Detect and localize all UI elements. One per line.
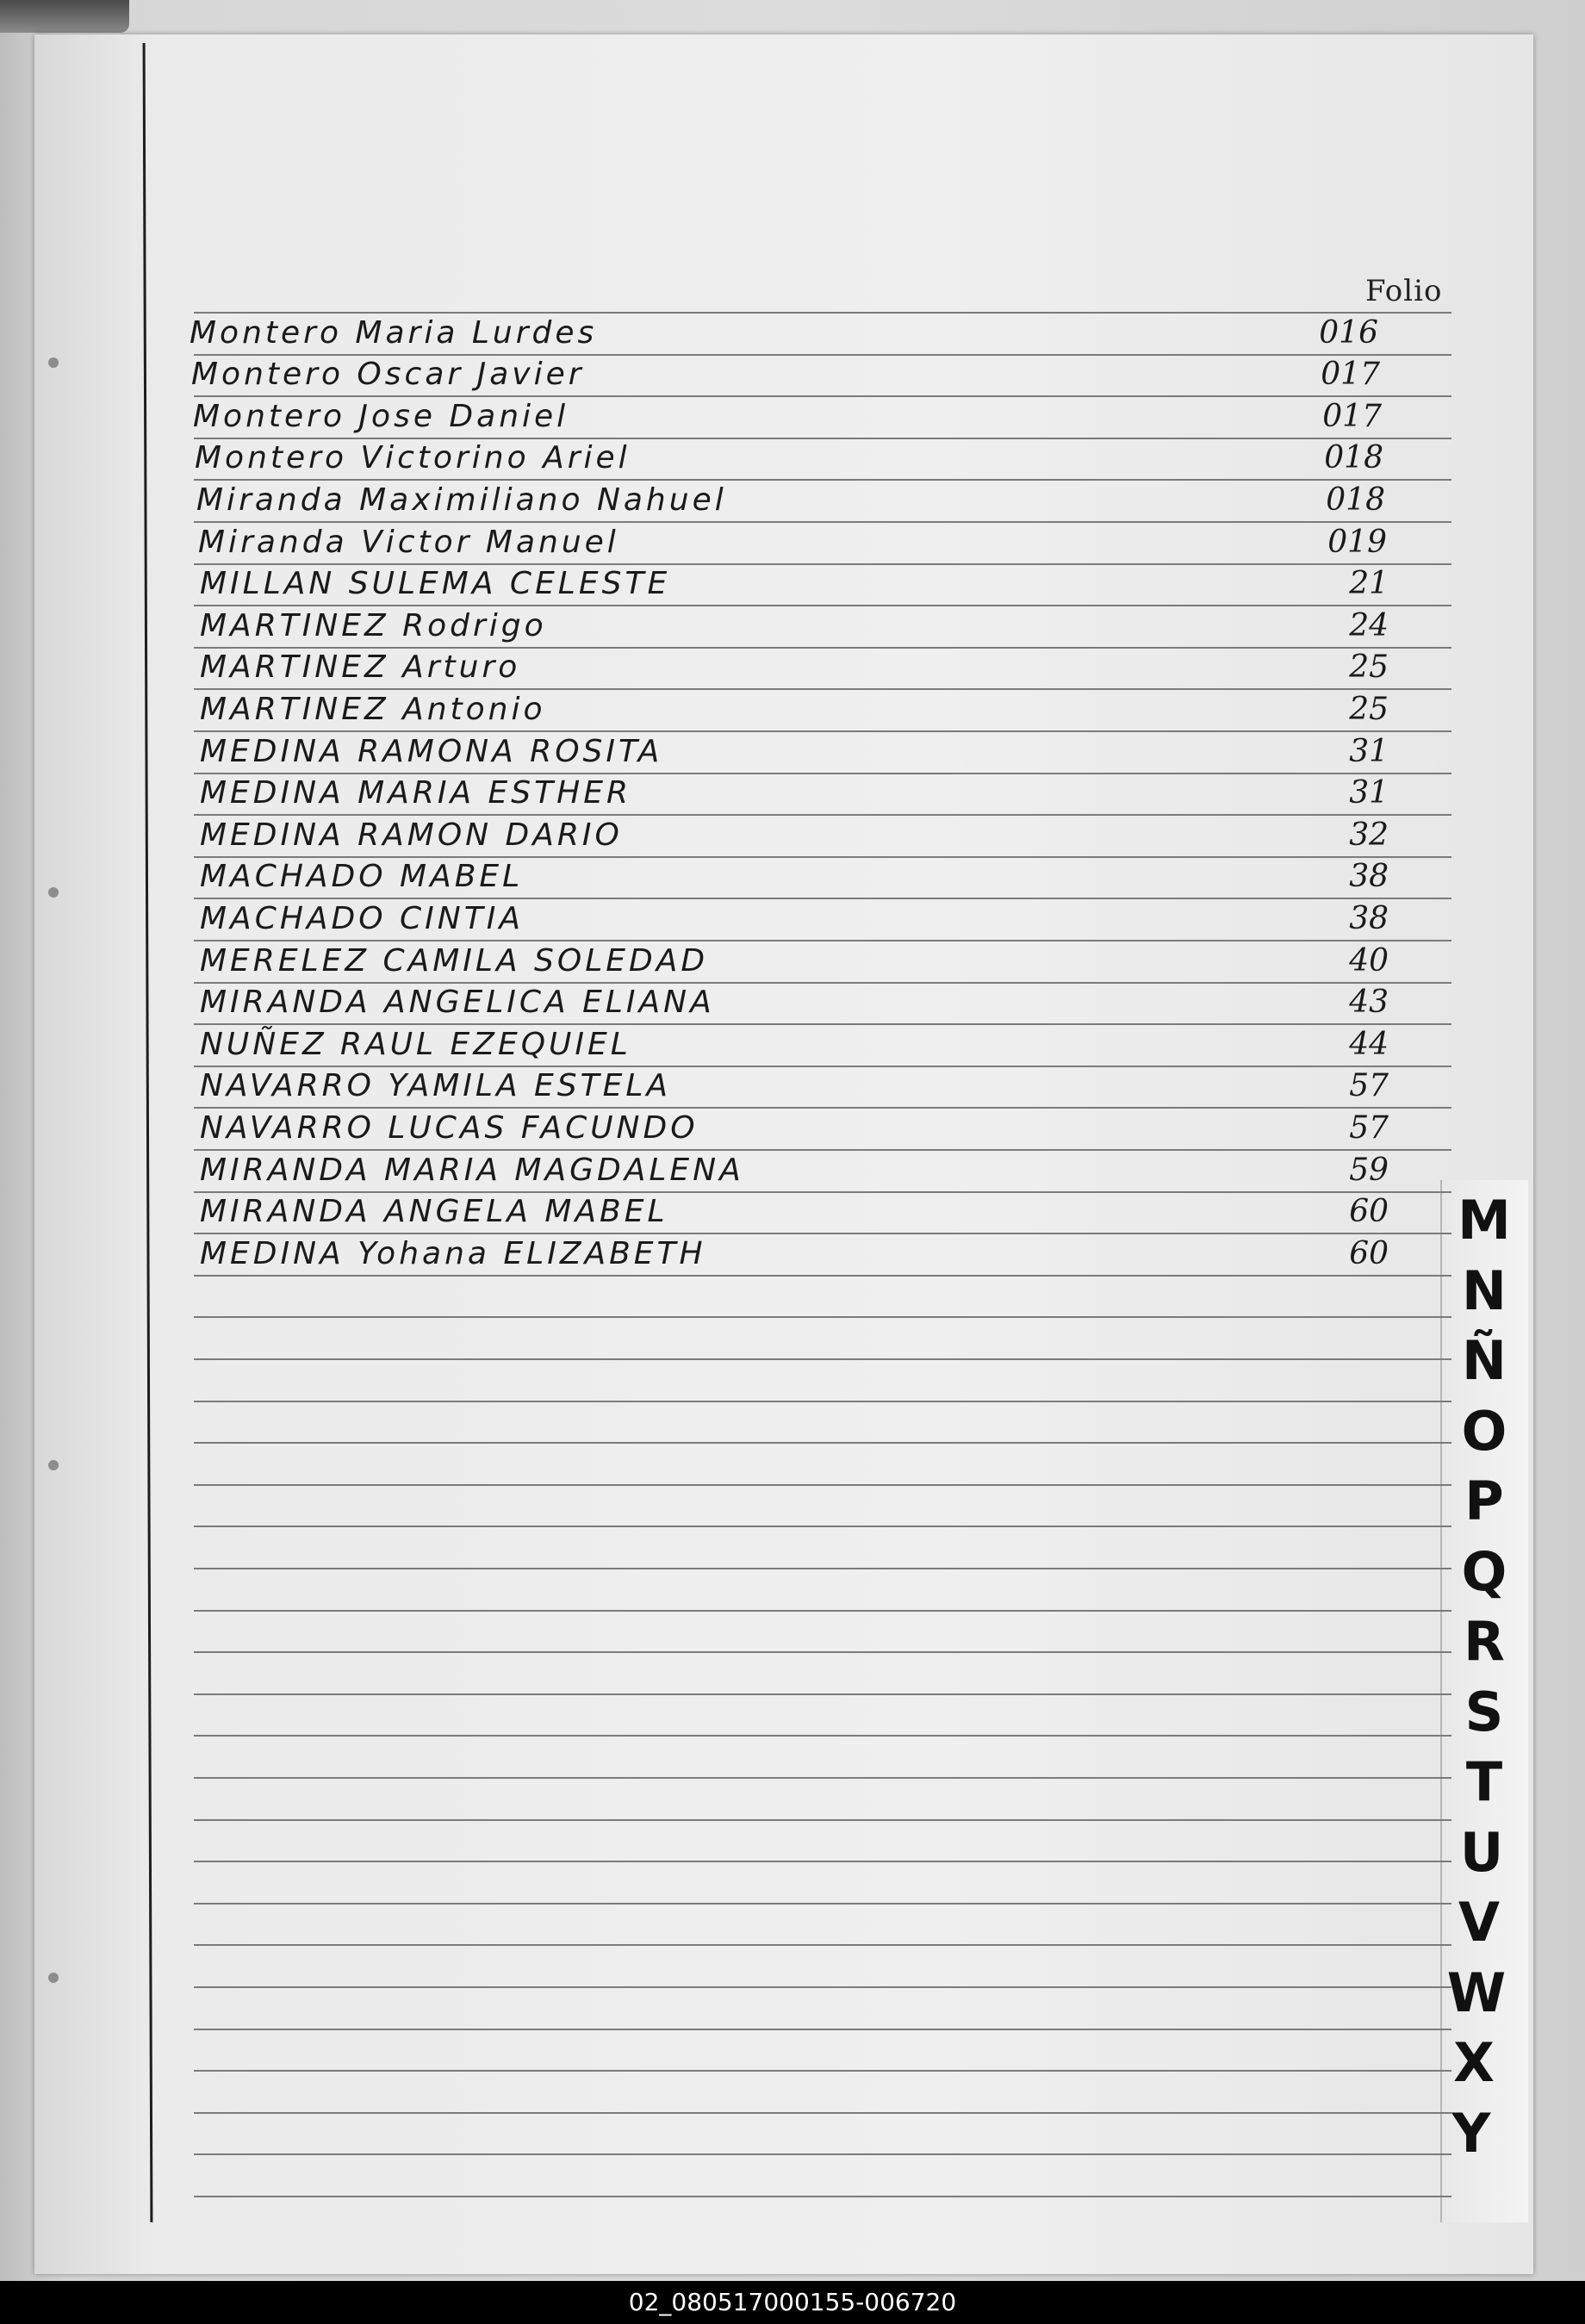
entry-folio: 24 [1349,608,1389,643]
ledger-row [200,1024,1458,1066]
entry-folio: 018 [1324,440,1383,475]
entry-folio: 31 [1349,734,1389,769]
ledger-row [200,856,1458,898]
entry-name: MARTINEZ Arturo [200,649,521,685]
index-tab-letter[interactable]: U [1459,1821,1504,1884]
entry-name: MARTINEZ Antonio [200,692,546,727]
ledger-row [200,773,1458,814]
ledger-row [200,898,1458,940]
entry-name: MEDINA RAMONA ROSITA [200,734,663,769]
entry-name: NAVARRO YAMILA ESTELA [200,1068,672,1103]
entry-name: MIRANDA ANGELICA ELIANA [200,985,715,1020]
ledger-row [200,606,1458,647]
index-tab-letter[interactable]: T [1465,1750,1503,1813]
entry-name: Miranda Victor Manuel [198,525,619,560]
ledger-row [200,563,1458,605]
entry-folio: 57 [1349,1110,1389,1146]
entry-name: MEDINA Yohana ELIZABETH [200,1236,706,1271]
entry-folio: 25 [1349,692,1389,727]
ruled-line [194,1275,1451,1277]
ledger-row [195,438,1452,479]
entry-folio: 40 [1349,943,1389,979]
ledger-row [191,354,1449,395]
entry-folio: 59 [1349,1153,1389,1188]
ruled-line [194,2153,1451,2155]
index-tab-letter[interactable]: O [1461,1400,1507,1463]
entry-name: MACHADO MABEL [200,859,524,894]
entry-name: MIRANDA ANGELA MABEL [200,1194,668,1229]
ruled-line [194,1316,1451,1318]
entry-name: Montero Jose Daniel [193,399,569,434]
ruled-line [194,1944,1451,1946]
ledger-row [200,689,1458,730]
ledger-row [200,1191,1458,1233]
image-id-label: 02_080517000155-006720 [628,2288,957,2316]
index-tab-letter[interactable]: P [1464,1470,1504,1532]
entry-name: Miranda Maximiliano Nahuel [196,482,727,518]
entry-name: MACHADO CINTIA [200,901,524,936]
entry-name: MEDINA MARIA ESTHER [200,775,631,811]
ledger-row [190,313,1447,354]
index-tab-letter[interactable]: N [1462,1259,1507,1322]
ruled-line [194,1777,1451,1779]
ledger-row [196,480,1454,521]
entry-folio: 016 [1319,315,1378,351]
entry-name: MILLAN SULEMA CELESTE [200,566,671,601]
ledger-row [200,815,1458,856]
index-tab-letter[interactable]: Ñ [1462,1329,1507,1392]
entry-name: MARTINEZ Rodrigo [200,608,547,643]
entry-folio: 32 [1349,817,1389,853]
entry-folio: 017 [1321,357,1380,392]
ruled-line [194,1442,1451,1444]
ruled-line [194,1610,1451,1612]
ruled-line [194,2029,1451,2030]
ledger-row [200,941,1458,982]
entry-name: Montero Oscar Javier [191,357,585,392]
ledger-row [200,1233,1458,1275]
ruled-line [194,1735,1451,1737]
entry-folio: 21 [1349,566,1389,601]
entry-name: MEDINA RAMON DARIO [200,817,623,853]
ruled-line [194,1526,1451,1527]
folio-header: Folio [1365,274,1443,308]
entry-folio: 019 [1327,525,1387,560]
index-tab-letter[interactable]: M [1458,1189,1511,1252]
ruled-line [194,2070,1451,2072]
ledger-row [200,731,1458,773]
ledger-row [200,1150,1458,1191]
index-tab-letter[interactable]: R [1464,1610,1505,1673]
index-tab-letter[interactable]: W [1446,1961,1507,2024]
entry-name: MIRANDA MARIA MAGDALENA [200,1153,744,1188]
ruled-line [194,1819,1451,1821]
entry-folio: 017 [1322,399,1382,434]
ruled-line [194,2196,1451,2197]
ledger-row [193,396,1451,438]
ruled-line [194,1568,1451,1569]
ruled-line [194,1401,1451,1402]
index-tab-letter[interactable]: X [1453,2031,1495,2094]
ledger-row [200,1066,1458,1107]
ruled-line [194,2112,1451,2114]
entry-folio: 25 [1349,649,1389,685]
entry-folio: 31 [1349,775,1389,811]
entry-name: Montero Victorino Ariel [195,440,631,475]
ruled-line [194,1693,1451,1695]
entry-folio: 60 [1349,1194,1389,1229]
entry-name: MERELEZ CAMILA SOLEDAD [200,943,709,979]
entry-folio: 38 [1349,859,1389,894]
ruled-line [194,1651,1451,1653]
entry-name: Montero Maria Lurdes [190,315,598,351]
ledger-row [200,1108,1458,1149]
entry-folio: 60 [1349,1236,1389,1271]
entry-name: NAVARRO LUCAS FACUNDO [200,1110,699,1146]
index-tab-letter[interactable]: S [1464,1681,1504,1743]
ruled-line [194,1861,1451,1862]
entry-folio: 43 [1349,985,1389,1020]
entry-name: NUÑEZ RAUL EZEQUIEL [200,1027,631,1062]
entry-folio: 018 [1326,482,1385,518]
entry-folio: 38 [1349,901,1389,936]
index-tab-letter[interactable]: Y [1451,2102,1491,2165]
entry-folio: 57 [1349,1068,1389,1103]
ruled-line [194,1358,1451,1360]
ruled-line [194,1903,1451,1905]
ledger-row [200,982,1458,1023]
entry-folio: 44 [1349,1027,1389,1062]
index-tab-letter[interactable]: V [1458,1891,1500,1954]
ledger-row [198,522,1456,563]
ledger-row [200,647,1458,688]
index-tab-letter[interactable]: Q [1461,1540,1507,1603]
ruled-line [194,1484,1451,1486]
ruled-line [194,1986,1451,1988]
